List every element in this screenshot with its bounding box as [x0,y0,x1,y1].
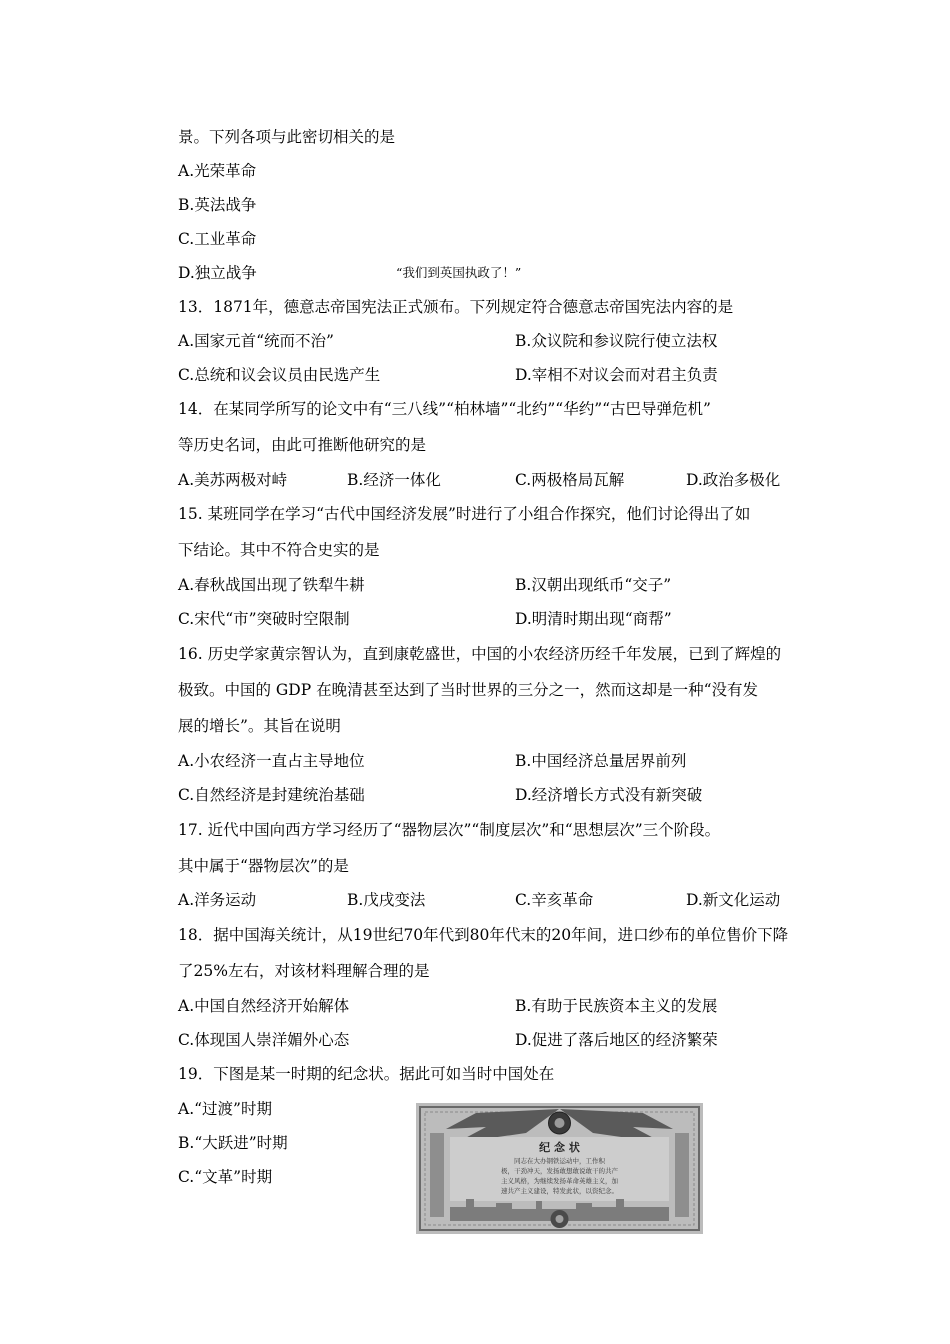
q18-option-a: A.中国自然经济开始解体 [178,997,350,1015]
q12-option-c: C.工业革命 [178,230,257,248]
q18-stem-line-1: 18．据中国海关统计，从19世纪70年代到80年代末的20年间，进口纱布的单位售价下降 [178,926,789,944]
certificate-body-line-3: 主义风格，为继续发扬革命英雄主义，加 [501,1177,618,1185]
q12-option-b: B.英法战争 [178,196,257,214]
q16-stem-line-1: 16. 历史学家黄宗智认为，直到康乾盛世，中国的小农经济历经千年发展，已到了辉煌的 [178,645,782,663]
q15-stem-line-1: 15. 某班同学在学习“古代中国经济发展”时进行了小组合作探究，他们讨论得出了如 [178,505,751,523]
q19-stem: 19．下图是某一时期的纪念状。据此可如当时中国处在 [178,1065,555,1083]
q18-option-d: D.促进了落后地区的经济繁荣 [515,1031,718,1049]
q14-option-c: C.两极格局瓦解 [515,471,625,489]
q17-option-c: C.辛亥革命 [515,891,594,909]
q12-stem-tail: 景。下列各项与此密切相关的是 [178,128,396,146]
q13-option-b: B.众议院和参议院行使立法权 [515,332,718,350]
q16-option-d: D.经济增长方式没有新突破 [515,786,703,804]
q16-option-a: A.小农经济一直占主导地位 [178,752,365,770]
q19-option-a: A.“过渡”时期 [178,1100,272,1118]
q19-option-b: B.“大跃进”时期 [178,1134,288,1152]
q16-stem-line-2: 极致。中国的 GDP 在晚清甚至达到了当时世界的三分之一，然而这却是一种“没有发 [178,681,759,699]
q16-option-b: B.中国经济总量居界前列 [515,752,687,770]
q17-stem-line-2: 其中属于“器物层次”的是 [178,857,349,875]
q13-option-a: A.国家元首“统而不治” [178,332,334,350]
q14-stem-line-2: 等历史名词，由此可推断他研究的是 [178,436,427,454]
q17-stem-line-1: 17. 近代中国向西方学习经历了“器物层次”“制度层次”和“思想层次”三个阶段。 [178,821,721,839]
q15-option-a: A.春秋战国出现了铁犁牛耕 [178,576,365,594]
q18-option-b: B.有助于民族资本主义的发展 [515,997,718,1015]
q16-stem-line-3: 展的增长”。其旨在说明 [178,717,341,735]
q13-option-c: C.总统和议会议员由民选产生 [178,366,381,384]
q14-option-d: D.政治多极化 [686,471,781,489]
q14-option-b: B.经济一体化 [347,471,441,489]
q19-option-c: C.“文革”时期 [178,1168,273,1186]
q12-image-caption: “我们到英国执政了！” [396,265,522,280]
q17-option-d: D.新文化运动 [686,891,781,909]
certificate-body-line-2: 极，干劲冲天，发扬敢想敢说敢干的共产 [501,1167,618,1175]
q15-stem-line-2: 下结论。其中不符合史实的是 [178,541,380,559]
q18-stem-line-2: 了25%左右，对该材料理解合理的是 [178,962,430,980]
q13-stem: 13．1871年，德意志帝国宪法正式颁布。下列规定符合德意志帝国宪法内容的是 [178,298,734,316]
certificate-body-line-4: 速共产主义建设，特发此状，以资纪念。 [501,1187,618,1195]
q15-option-d: D.明清时期出现“商帮” [515,610,672,628]
q17-option-a: A.洋务运动 [178,891,257,909]
certificate-body-line-1: 同志在大办钢铁运动中，工作积 [514,1157,605,1165]
q18-option-c: C.体现国人崇洋媚外心态 [178,1031,350,1049]
q14-stem-line-1: 14．在某同学所写的论文中有“三八线”“柏林墙”“北约”“华约”“古巴导弹危机” [178,400,711,418]
q15-option-c: C.宋代“市”突破时空限制 [178,610,350,628]
certificate-title: 纪 念 状 [539,1141,580,1154]
commemorative-certificate-image [416,1103,703,1234]
q13-option-d: D.宰相不对议会而对君主负责 [515,366,718,384]
q16-option-c: C.自然经济是封建统治基础 [178,786,365,804]
q15-option-b: B.汉朝出现纸币“交子” [515,576,672,594]
q17-option-b: B.戊戌变法 [347,891,426,909]
q12-option-d: D.独立战争 [178,264,257,282]
q14-option-a: A.美苏两极对峙 [178,471,288,489]
q12-option-a: A.光荣革命 [178,162,257,180]
